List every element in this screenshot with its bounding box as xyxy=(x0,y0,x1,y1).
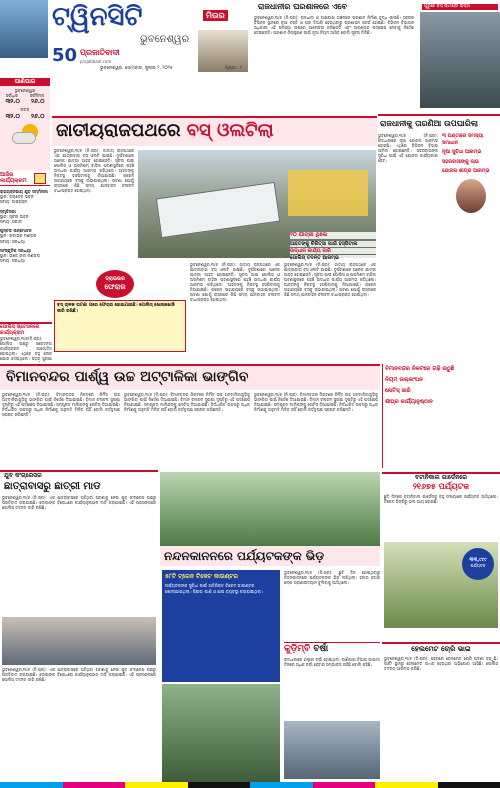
weather-max-label: ସର୍ବାଧିକ xyxy=(5,93,19,99)
main-story-body-col3: ଭୁବନେଶ୍ୱର,୩/୬ (ନି.ପ୍ର): ଜାତୀୟ ରାଜପଥରେ ଏକ ଯାତ୍ରୀବାହୀ ବସ୍ ଓଲଟି ଯାଇଛି। ଦୁର୍ଘଟଣାରେ ଅନେକ ଯାତ୍ରୀ ଆହତ ହୋଇଛନ୍ତି। ସୂଚନା ପାଇ ପୋଲିସ୍ ଓ ଅଗ୍ନିଶମ ବାହିନୀ ଘଟଣାସ୍ଥଳରେ ପହଞ୍ଚି ଉଦ୍ଧାର କାର୍ଯ୍ୟ ଆରମ୍ଭ କରିଥିଲେ। ଆହତଙ୍କୁ ନିକଟସ୍ଥ ହସ୍ପିଟାଲକୁ ନିଆଯାଇଛି। କ୍ରେନ୍ ସାହାଯ୍ୟରେ ବସ୍‌କୁ ଉଠାଯାଇଥିଲା। ଘଟଣା ଯୋଗୁଁ ରାସ୍ତାରେ କିଛି ସମୟ ଯାନବାହନ ଚଳାଚଳ ବାଧାପ୍ରାପ୍ତ ହୋଇଥିଲା। xyxy=(284,262,376,297)
weather-min-label: ସର୍ବନିମ୍ନ xyxy=(29,93,45,99)
lower-left-headline: ଛାତ୍ରାବାସରୁ ଛାତ୍ରୀ ମାଡ xyxy=(4,481,101,492)
main-story-body-col2: ଭୁବନେଶ୍ୱର,୩/୬ (ନି.ପ୍ର): ଜାତୀୟ ରାଜପଥରେ ଏକ ଯାତ୍ରୀବାହୀ ବସ୍ ଓଲଟି ଯାଇଛି। ଦୁର୍ଘଟଣାରେ ଅନେକ ଯାତ୍ରୀ ଆହତ ହୋଇଛନ୍ତି। ସୂଚନା ପାଇ ପୋଲିସ୍ ଓ ଅଗ୍ନିଶମ ବାହିନୀ ଘଟଣାସ୍ଥଳରେ ପହଞ୍ଚି ଉଦ୍ଧାର କାର୍ଯ୍ୟ ଆରମ୍ଭ କରିଥିଲେ। ଆହତଙ୍କୁ ନିକଟସ୍ଥ ହସ୍ପିଟାଲକୁ ନିଆଯାଇଛି। କ୍ରେନ୍ ସାହାଯ୍ୟରେ ବସ୍‌କୁ ଉଠାଯାଇଥିଲା। ଘଟଣା ଯୋଗୁଁ ରାସ୍ତାରେ କିଛି ସମୟ ଯାନବାହନ ଚଳାଚଳ ବାଧାପ୍ରାପ୍ତ ହୋଇଥିଲା। xyxy=(190,262,280,302)
top-story-headline: ରାଜଧାନୀର ଘରଶାଳରେ ଏବେ xyxy=(258,2,347,11)
airport-body-col3: ଭୁବନେଶ୍ୱର,୩/୬ (ନି.ପ୍ର): ବିମାନବନ୍ଦର ନିକଟରେ ନିର୍ମିତ ଉଚ୍ଚ ଅଟ୍ଟାଳିକାଗୁଡ଼ିକୁ ଭାଙ୍ଗିବା ପାଇଁ ନିର୍ଦ୍ଦେଶ ଦିଆଯାଇଛି। ବିମାନ ଚଳାଚଳ ସୁରକ୍ଷା ଦୃଷ୍ଟିରୁ ଏହି ପଦକ୍ଷେପ ନିଆଯାଇଛି। ସମ୍ପୃକ୍ତ ମାଲିକଙ୍କୁ ନୋଟିସ୍ ଦିଆଯାଇଛି। ନିର୍ଦ୍ଧାରିତ ଉଚ୍ଚତାରୁ ଅଧିକ ନିର୍ମାଣକୁ ଅନୁମତି ମିଳିବ ନାହିଁ ବୋଲି କର୍ତ୍ତୃପକ୍ଷ ସ୍ପଷ୍ଟ କରିଛନ୍ତି। xyxy=(254,392,378,412)
weather-box xyxy=(0,78,50,170)
skyline-photo xyxy=(0,0,48,58)
rain-body: ରାଜଧାନୀରେ ହାଲୁକା ବର୍ଷା ହୋଇଥିଲା। ପାଣିପାଗ ବିଭାଗ ଆଗାମୀ ଦିନରେ ଅଧିକ ବର୍ଷା ହେବାର ସମ୍ଭାବନା ରହିଛି ବୋଲି କହିଛି। xyxy=(284,657,380,667)
bus-stand-photo xyxy=(420,12,500,108)
main-highlight-4: ପୋଲିସ୍ ତଦନ୍ତ ଆରମ୍ଭ xyxy=(290,255,376,261)
police-body: ଭୁବନେଶ୍ୱର,୩/୬(ନି.ପ୍ର): ପୋଲିସ୍ ପକ୍ଷରୁ ସଚେତନତା କାର୍ଯ୍ୟକ୍ରମ ଆୟୋଜିତ ହୋଇଥିଲା। ଏଥିରେ ବହୁ ଲୋକ ଯୋଗ ଦେଇଥିଲେ। ସଡ଼କ ସୁରକ୍ଷା xyxy=(0,336,52,361)
page-number: ପୃଷ୍ଠା : ୮ xyxy=(225,66,243,71)
zoo-body: ଭୁବନେଶ୍ୱର,୩/୬ (ନି.ପ୍ର): ଛୁଟି ଦିନ ହୋଇଥିବାରୁ ନନ୍ଦନକାନନରେ ପର୍ଯ୍ୟଟକଙ୍କ ଭିଡ଼ ଲାଗିଥିଲା। ହଜାର ହଜାର ଲୋକ ପ୍ରାଣୀଉଦ୍ୟାନ ବୁଲିବାକୁ ଆସିଥିଲେ। xyxy=(284,570,380,585)
airport-side xyxy=(382,364,500,468)
ticket-counter-photo xyxy=(162,684,280,784)
weather-city2-min: ୨୬.୦ xyxy=(31,112,45,120)
today-heading: ଆଜିର କାର୍ଯ୍ୟକ୍ରମ xyxy=(0,172,27,184)
paper-name: ପ୍ରଜାତିବାଦୀ xyxy=(80,48,120,57)
driver-badge-line1: ଡ୍ରାଇଭର xyxy=(105,276,125,282)
main-headline-bar xyxy=(52,116,377,146)
today-item-title: ରାଜ୍ୟସ୍ତରୀୟ ଯୁବ ସମ୍ମିଳନୀ xyxy=(0,189,48,194)
main-highlight-2: ଆହତଙ୍କୁ ଚିକିତ୍ସା ପାଇଁ ହସ୍ପିଟାଲ xyxy=(290,241,376,247)
today-item-place: ସ୍ଥାନ: ଭଞ୍ଜ କଳା ମଣ୍ଡପ xyxy=(0,253,40,259)
rain-headline xyxy=(284,643,380,655)
main-headline-part2: ବସ୍ ଓଲଟିଲା xyxy=(186,120,274,141)
partly-cloudy-icon xyxy=(10,124,40,146)
weather-city1: ଭୁବନେଶ୍ୱର xyxy=(14,88,36,93)
driver-badge-line2: ଫେରାର xyxy=(104,283,126,291)
today-item-time: ସମୟ: ସନ୍ଧ୍ୟା xyxy=(0,238,25,244)
masthead-title: ଟ୍ୱିନସିଟି xyxy=(52,2,143,32)
airport-side-point: ନୋଟିସ୍ ଜାରି xyxy=(385,388,411,394)
botanical-headline-part1: ବଟାନିକାଲ ଗାର୍ଡେନରେ xyxy=(415,474,467,481)
masthead xyxy=(0,0,248,75)
helmet-headline: ହେଲମେଟ ଚୋରି ଭାଇ xyxy=(411,645,471,653)
masthead-city: ଭୁବନେଶ୍ୱର xyxy=(140,34,190,45)
protest-photo xyxy=(2,617,156,665)
zoo-headline-bar xyxy=(160,546,380,566)
lower-left-body-cont: ଭୁବନେଶ୍ୱର,୩/୬ (ନି.ପ୍ର): ଏକ ଛାତ୍ରାବାସରେ ଘଟିଥିବା ଘଟଣାକୁ ନେଇ ଯୁବ କଂଗ୍ରେସ ପକ୍ଷରୁ ପ୍ରତିବାଦ କରାଯାଇଛି। ଦୋଷୀଙ୍କ ବିରୋଧରେ କାର୍ଯ୍ୟାନୁଷ୍ଠାନ ଦାବି କରାଯାଇଛି। ଏହି ପ୍ରସଙ୍ଗରେ ପୋଲିସ୍ ତଦନ୍ତ ଜାରି ରଖିଛି। xyxy=(2,667,156,682)
visitor-count: ୩୩,୯୯୯ xyxy=(469,557,487,563)
visitor-count-circle xyxy=(462,548,494,580)
airport-side-point: ବିମାନବନ୍ଦର ନିକଟରେ ଗଢ଼ି ଉଠୁଛି xyxy=(385,366,455,372)
portrait-photo xyxy=(456,179,486,213)
today-item-time: ସମୟ: ଅପରାହ୍ନ xyxy=(0,199,28,205)
lower-left-kicker: ଯୁବ କଂଗ୍ରେସର xyxy=(4,472,42,479)
zoo-photo xyxy=(160,472,380,546)
driver-badge xyxy=(96,270,134,298)
main-highlight-1: ୨୦ ଯାତ୍ରୀ ଥିଲେ xyxy=(290,232,376,239)
visitor-label: ପର୍ଯ୍ୟଟକ xyxy=(470,563,486,568)
zoo-headline: ନନ୍ଦନକାନନରେ ପର୍ଯ୍ୟଟକଙ୍କ ଭିଡ଼ xyxy=(164,549,325,563)
today-item-title: ସାଂସ୍କୃତିକ ସନ୍ଧ୍ୟା xyxy=(0,247,31,253)
ticket-box-body: ପର୍ଯ୍ୟଟକଙ୍କ ସୁବିଧା ପାଇଁ ଅତିରିକ୍ତ ଟିକେଟ କାଉଣ୍ଟର ଖୋଲାଯାଇଥିଲା। ପିଇବା ପାଣି ଓ ଛାଇ ବ୍ୟବସ୍ଥା କରାଯାଇଥିଲା। xyxy=(165,583,263,594)
police-box xyxy=(0,322,52,362)
helmet-story xyxy=(382,642,500,784)
today-item-time: ସମୟ: ସନ୍ଧ୍ୟା xyxy=(0,258,25,264)
rain-headline-part1: କୁଡ଼ିମ୍ବି xyxy=(284,644,311,654)
today-item-title: ପୁସ୍ତକ ଉନ୍ମୋଚନ xyxy=(0,228,32,234)
weather-city1-min: ୨୬.୦ xyxy=(31,98,45,106)
masthead-tag: ମିଉର xyxy=(203,10,228,21)
botanical-headline-part2: ୨୧୬୭୫ ପର୍ଯ୍ୟଟକ xyxy=(412,482,470,491)
main-highlight-3: ଉଦ୍ଧାର କାର୍ଯ୍ୟ ଜାରି xyxy=(290,248,376,254)
crane-shape xyxy=(288,170,368,216)
main-headline-part1: ଜାତୀୟରାଜପଥରେ xyxy=(56,120,187,141)
today-item-place: ସ୍ଥାନ: ଜୟଦେବ ଭବନ xyxy=(0,194,34,200)
airport-headline: ବିମାନବନ୍ଦର ପାର୍ଶ୍ୱ ଉଚ୍ଚ ଅଟ୍ଟାଳିକା ଭାଙ୍ଗିବ xyxy=(6,369,249,385)
right-bullet: ଯୋଜନା ଶୀଘ୍ର ଆରମ୍ଭ xyxy=(442,168,490,174)
ticket-box xyxy=(162,570,280,682)
weather-city2-max: ୩୨.୦ xyxy=(5,112,20,120)
right-bullet: ସହରବାସୀଙ୍କୁ ଲାଭ xyxy=(442,158,479,165)
today-item xyxy=(0,189,50,205)
main-callout: ବସ୍ ଚାଳକ ଘଟଣା ପରେ ଫେରାର ହୋଇଯାଇଛି। ପୋଲିସ୍ ଖୋଜାଖୋଜି ଜାରି ରଖିଛି। xyxy=(54,300,186,352)
weather-city1-max: ୩୨.୦ xyxy=(5,98,20,106)
today-box xyxy=(0,172,50,318)
rain-headline-part2: ବର୍ଷା xyxy=(310,644,329,654)
rain-box xyxy=(284,642,380,784)
today-item-title: ସ୍ମୃତିସଭା xyxy=(0,208,16,214)
right-story-body: ଭୁବନେଶ୍ୱର,୩/୬ (ନି.ପ୍ର): ରାଜଧାନୀରେ ନୂଆ ଯୋଜନା ଆରମ୍ଭ ହୋଇଛି। ଏଥିରେ ବିଭିନ୍ନ ବିଭାଗ ସାମିଲ ହୋଇଛନ୍ତି। ସହରବାସୀଙ୍କ ସୁବିଧା ପାଇଁ ଏହି ଯୋଜନା କାର୍ଯ୍ୟକାରୀ ହେବ। xyxy=(378,133,438,163)
lower-left-story xyxy=(0,470,158,788)
calendar-icon xyxy=(34,173,46,184)
anniversary-logo: 50 xyxy=(52,45,78,66)
today-item-time: ସମୟ: ସକାଳ xyxy=(0,219,22,225)
airport-side-point: ଶୀଘ୍ର କାର୍ଯ୍ୟାନୁଷ୍ଠାନ xyxy=(385,399,433,405)
today-item xyxy=(0,248,50,264)
lower-left-body: ଭୁବନେଶ୍ୱର,୩/୬ (ନି.ପ୍ର): ଏକ ଛାତ୍ରାବାସରେ ଘଟିଥିବା ଘଟଣାକୁ ନେଇ ଯୁବ କଂଗ୍ରେସ ପକ୍ଷରୁ ପ୍ରତିବାଦ କରାଯାଇଛି। ଦୋଷୀଙ୍କ ବିରୋଧରେ କାର୍ଯ୍ୟାନୁଷ୍ଠାନ ଦାବି କରାଯାଇଛି। ଏହି ପ୍ରସଙ୍ଗରେ ପୋଲିସ୍ ତଦନ୍ତ ଜାରି ରଖିଛି। xyxy=(2,495,156,510)
botanical-photo xyxy=(384,542,498,628)
right-bullet: ୩ ଘଣ୍ଟାରେ ସମସ୍ୟା ସମାଧାନ xyxy=(442,133,484,146)
today-item xyxy=(0,209,50,225)
bus-shape xyxy=(156,182,280,238)
airport-body-col2: ଭୁବନେଶ୍ୱର,୩/୬ (ନି.ପ୍ର): ବିମାନବନ୍ଦର ନିକଟରେ ନିର୍ମିତ ଉଚ୍ଚ ଅଟ୍ଟାଳିକାଗୁଡ଼ିକୁ ଭାଙ୍ଗିବା ପାଇଁ ନିର୍ଦ୍ଦେଶ ଦିଆଯାଇଛି। ବିମାନ ଚଳାଚଳ ସୁରକ୍ଷା ଦୃଷ୍ଟିରୁ ଏହି ପଦକ୍ଷେପ ନିଆଯାଇଛି। ସମ୍ପୃକ୍ତ ମାଲିକଙ୍କୁ ନୋଟିସ୍ ଦିଆଯାଇଛି। ନିର୍ଦ୍ଧାରିତ ଉଚ୍ଚତାରୁ ଅଧିକ ନିର୍ମାଣକୁ ଅନୁମତି ମିଳିବ ନାହିଁ ବୋଲି କର୍ତ୍ତୃପକ୍ଷ ସ୍ପଷ୍ଟ କରିଛନ୍ତି। xyxy=(124,392,250,412)
right-bullet: ନୂଆ ସୁବିଧା ଆରମ୍ଭ xyxy=(442,149,482,155)
today-item xyxy=(0,228,50,244)
right-story xyxy=(378,114,500,364)
main-story-body: ଭୁବନେଶ୍ୱର,୩/୬ (ନି.ପ୍ର): ଜାତୀୟ ରାଜପଥରେ ଏକ ଯାତ୍ରୀବାହୀ ବସ୍ ଓଲଟି ଯାଇଛି। ଦୁର୍ଘଟଣାରେ ଅନେକ ଯାତ୍ରୀ ଆହତ ହୋଇଛନ୍ତି। ସୂଚନା ପାଇ ପୋଲିସ୍ ଓ ଅଗ୍ନିଶମ ବାହିନୀ ଘଟଣାସ୍ଥଳରେ ପହଞ୍ଚି ଉଦ୍ଧାର କାର୍ଯ୍ୟ ଆରମ୍ଭ କରିଥିଲେ। ଆହତଙ୍କୁ ନିକଟସ୍ଥ ହସ୍ପିଟାଲକୁ ନିଆଯାଇଛି। କ୍ରେନ୍ ସାହାଯ୍ୟରେ ବସ୍‌କୁ ଉଠାଯାଇଥିଲା। ଘଟଣା ଯୋଗୁଁ ରାସ୍ତାରେ କିଛି ସମୟ ଯାନବାହନ ଚଳାଚଳ ବାଧାପ୍ରାପ୍ତ ହୋଇଥିଲା। xyxy=(54,148,134,193)
top-story xyxy=(252,0,500,110)
right-headline: ରାଜଧାନୀକୁ ତାରଣିଆ ଉପଘାରିଲା xyxy=(378,114,500,131)
botanical-body: ଛୁଟି ଦିନରେ ବଟାନିକାଲ ଗାର୍ଡେନକୁ ବହୁ ସଂଖ୍ୟାରେ ପର୍ଯ୍ୟଟକ ଆସିଥିଲେ। ଟିକେଟ ବିକ୍ରିରୁ ଭଲ ଆୟ ହୋଇଛି। xyxy=(384,494,498,504)
airport-headline-bar xyxy=(0,364,380,390)
today-item-place: ସ୍ଥାନ: ସୂଚନା ଭବନ xyxy=(0,213,29,219)
top-story-body: ଭୁବନେଶ୍ୱର,୩/୬ (ନି.ପ୍ର): ରାଜଧାନୀ ଓ ଆଖପାଖ ଅଞ୍ଚଳରେ ଘରଶାଳ ନିର୍ମାଣ ବୃଦ୍ଧି ପାଉଛି। ସହରର ବିଭିନ୍ନ ସ୍ଥାନରେ ନୂଆ ବସ୍ତି ଓ ଘର ତିଆରି ହେଉଥିବାରୁ ପ୍ରଶାସନ ସତର୍କ ହୋଇଛି। ବିଭିନ୍ନ ବିଭାଗର ଅଧିକାରୀ ଏହି ସମସ୍ୟା ଉପରେ ଆଲୋଚନା କରିଛନ୍ତି ଏବଂ ଆବଶ୍ୟକ ପଦକ୍ଷେପ ନେବାକୁ ନିର୍ଦ୍ଦେଶ ଦେଇଛନ୍ତି। ଘରଶାଳ ନିୟନ୍ତ୍ରଣ ପାଇଁ ନୂଆ ନିୟମ ଆସିବ ବୋଲି ସୂଚନା ମିଳିଛି। xyxy=(254,15,414,35)
airport-side-point: ନିୟମ ଉଲ୍ଲଂଘନ xyxy=(385,377,423,383)
weather-city2: କଟକ xyxy=(20,107,30,113)
helmet-body: ଭୁବନେଶ୍ୱର,୩/୬ (ନି.ପ୍ର): ସହରରେ ହେଲମେଟ ଚୋରି ଘଟଣା ବଢ଼ୁଛି। ପାର୍କିଂ ସ୍ଥାନରୁ ହେଲମେଟ ଗାଏବ ହେଉଥିବା ଅଭିଯୋଗ ଆସିଛି। ପୋଲିସ୍ ତଦନ୍ତ ଆରମ୍ଭ କରିଛି। xyxy=(384,656,498,671)
airport-body-col1: ଭୁବନେଶ୍ୱର,୩/୬ (ନି.ପ୍ର): ବିମାନବନ୍ଦର ନିକଟରେ ନିର୍ମିତ ଉଚ୍ଚ ଅଟ୍ଟାଳିକାଗୁଡ଼ିକୁ ଭାଙ୍ଗିବା ପାଇଁ ନିର୍ଦ୍ଦେଶ ଦିଆଯାଇଛି। ବିମାନ ଚଳାଚଳ ସୁରକ୍ଷା ଦୃଷ୍ଟିରୁ ଏହି ପଦକ୍ଷେପ ନିଆଯାଇଛି। ସମ୍ପୃକ୍ତ ମାଲିକଙ୍କୁ ନୋଟିସ୍ ଦିଆଯାଇଛି। ନିର୍ଦ୍ଧାରିତ ଉଚ୍ଚତାରୁ ଅଧିକ ନିର୍ମାଣକୁ ଅନୁମତି ମିଳିବ ନାହିଁ ବୋଲି କର୍ତ୍ତୃପକ୍ଷ ସ୍ପଷ୍ଟ କରିଛନ୍ତି। xyxy=(2,392,120,417)
ticket-box-title: ୫୮ଟି ଟ୍ରେନ ଟିକେଟ କାଉଣ୍ଟର xyxy=(165,573,238,580)
top-story-caption: ପୁରୁଣା ବସ୍ ଷ୍ଟାଣ୍ଡ ରାସ୍ତା xyxy=(422,4,498,10)
today-item-place: ସ୍ଥାନ: ରବୀନ୍ଦ୍ର ମଣ୍ଡପ xyxy=(0,233,37,239)
botanical-story xyxy=(382,472,500,640)
paper-site: prajatibadi.com xyxy=(80,59,112,64)
main-headline xyxy=(52,118,377,144)
police-headline: ପୋଲିସ୍ ଷ୍ଟେସନରେ କାର୍ଯ୍ୟକ୍ରମ xyxy=(0,324,40,336)
registration-marks xyxy=(0,782,500,788)
date-line: ଭୁବନେଶ୍ୱର, ସୋମବାର, ଜୁଲାଇ ୨, ୨୦୨୫ xyxy=(100,66,173,71)
rain-photo xyxy=(284,721,380,779)
weather-heading: ପାଣିପାଗ xyxy=(0,78,50,86)
